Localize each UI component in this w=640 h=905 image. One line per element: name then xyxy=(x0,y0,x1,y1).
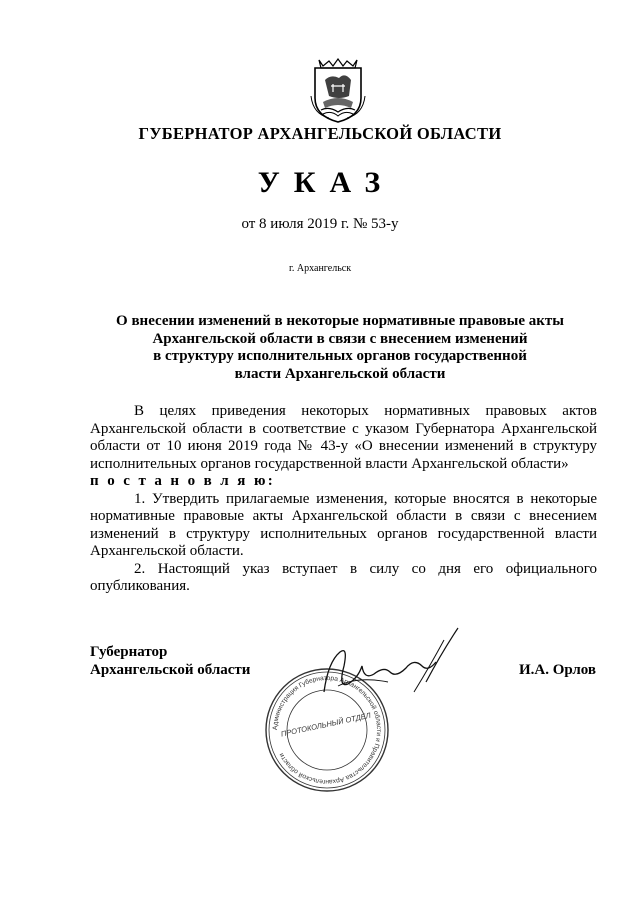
stamp-center-text: ПРОТОКОЛЬНЫЙ ОТДЕЛ xyxy=(280,710,372,739)
document-city: г. Архангельск xyxy=(288,263,352,274)
position-line: Губернатор xyxy=(90,644,168,660)
position-line: Архангельской области xyxy=(90,662,251,678)
title-line: О внесении изменений в некоторые нормативные правовые акты xyxy=(116,313,564,329)
signatory-name: И.А. Орлов xyxy=(518,662,596,678)
item-paragraph: 2. Настоящий указ вступает в силу со дня его официального опубликования. xyxy=(90,560,597,594)
document-body xyxy=(90,403,597,596)
document-date-number: от 8 июля 2019 г. № 53-у xyxy=(241,216,399,232)
stamp-ring-text: Администрация Губернатора Архангельской области и Правительства Архангельской области xyxy=(271,674,383,786)
decree-word: п о с т а н о в л я ю: xyxy=(90,473,276,489)
title-line: в структуру исполнительных органов государственной xyxy=(153,348,527,365)
coat-of-arms-icon xyxy=(309,58,367,124)
title-line: Архангельской области в связи с внесением изменений xyxy=(152,330,528,347)
issuing-authority: ГУБЕРНАТОР АРХАНГЕЛЬСКОЙ ОБЛАСТИ xyxy=(138,124,502,143)
item-paragraph: 1. Утвердить прилагаемые изменения, которые вносятся в некоторые нормативные правовые акты Архангельской области в связи с внесением изменений в структуру исполнительных органов государственной власти Архангельской области. xyxy=(90,490,597,559)
signatory-position xyxy=(90,643,250,679)
document-type: УКАЗ xyxy=(257,166,395,199)
title-line: власти Архангельской области xyxy=(234,365,446,382)
preamble-paragraph: В целях приведения некоторых нормативных правовых актов Архангельской области в соответствие с указом Губернатора Архангельской области от 10 июня 2019 года № 43-у «О внесении изменений в структуру исполнительных органов государственной власти Архангельской области» xyxy=(90,403,597,472)
handwritten-signature xyxy=(318,622,468,712)
document-title xyxy=(90,313,590,383)
